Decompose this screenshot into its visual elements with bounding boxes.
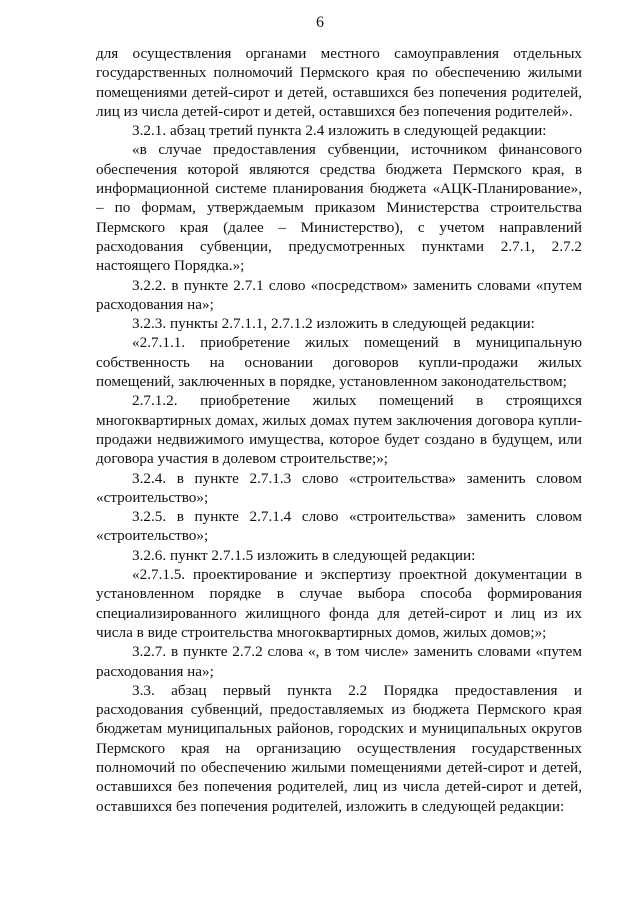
paragraph: 3.2.1. абзац третий пункта 2.4 изложить в следующей редакции: bbox=[132, 122, 547, 140]
paragraph: 3.2.2. в пункте 2.7.1 слово «посредством» заменить словами «путем расходования на»; bbox=[96, 276, 582, 313]
paragraph: «2.7.1.5. проектирование и экспертизу проектной документации в установленном порядке в случае выбора способа формирования специализированного жилищного фонда для детей-сирот и лиц из их числа в виде строительства многоквартирных домов, жилых домов;»; bbox=[96, 566, 582, 641]
paragraph: для осуществления органами местного самоуправления отдельных государственных полномочий Пермского края по обеспечению жилыми помещениями детей-сирот и детей, оставшихся без попечения родителей, лиц из числа детей-сирот и детей, оставшихся без попечения родителей». bbox=[96, 45, 582, 120]
paragraph: 3.2.3. пункты 2.7.1.1, 2.7.1.2 изложить в следующей редакции: bbox=[132, 315, 535, 333]
page-number: 6 bbox=[316, 14, 324, 31]
paragraph: 3.2.7. в пункте 2.7.2 слова «, в том числе» заменить словами «путем расходования на»; bbox=[96, 643, 582, 680]
paragraph: 3.2.5. в пункте 2.7.1.4 слово «строительства» заменить словом «строительство»; bbox=[96, 508, 582, 545]
paragraph: 3.2.4. в пункте 2.7.1.3 слово «строительства» заменить словом «строительство»; bbox=[96, 469, 582, 506]
document-body bbox=[96, 44, 582, 816]
paragraph: «в случае предоставления субвенции, источником финансового обеспечения которой являются средства бюджета Пермского края, в информационной системе планирования бюджета «АЦК-Планирование», – по формам, утверждаемым приказом Министерства строительства Пермского края (далее – Министерство), с учетом направлений расходования субвенции, предусмотренных пунктами 2.7.1, 2.7.2 настоящего Порядка.»; bbox=[96, 141, 582, 275]
paragraph: 3.2.6. пункт 2.7.1.5 изложить в следующей редакции: bbox=[132, 546, 476, 564]
paragraph: 2.7.1.2. приобретение жилых помещений в строящихся многоквартирных домах, жилых домах путем заключения договора купли-продажи недвижимого имущества, которое будет создано в будущем, или договора участия в долевом строительстве;»; bbox=[96, 392, 582, 468]
paragraph: 3.3. абзац первый пункта 2.2 Порядка предоставления и расходования субвенций, предоставляемых из бюджета Пермского края бюджетам муниципальных районов, городских и муниципальных округов Пермского края на организацию осуществления государственных полномочий по обеспечению жилыми помещениями детей-сирот и детей, оставшихся без попечения родителей, лиц из числа детей-сирот и детей, оставшихся без попечения родителей, изложить в следующей редакции: bbox=[96, 681, 582, 815]
paragraph: «2.7.1.1. приобретение жилых помещений в муниципальную собственность на основании договоров купли-продажи жилых помещений, заключенных в порядке, установленном законодательством; bbox=[96, 334, 582, 391]
